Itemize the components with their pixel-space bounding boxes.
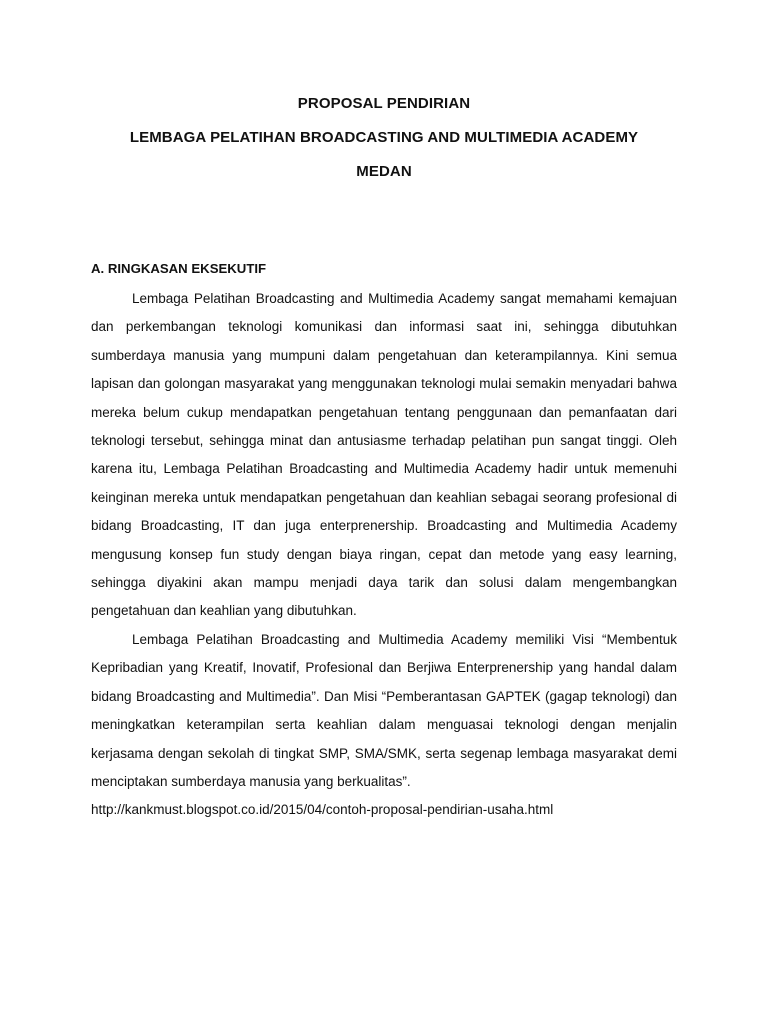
- document-body: [91, 259, 677, 825]
- section-heading: A. RINGKASAN EKSEKUTIF: [91, 261, 267, 276]
- title-line-2: LEMBAGA PELATIHAN BROADCASTING AND MULTIMEDIA ACADEMY: [129, 129, 639, 146]
- title-line-1: PROPOSAL PENDIRIAN: [297, 95, 471, 112]
- title-line-3: MEDAN: [356, 163, 412, 180]
- source-url: http://kankmust.blogspot.co.id/2015/04/contoh-proposal-pendirian-usaha.html: [91, 802, 554, 818]
- paragraph-1: Lembaga Pelatihan Broadcasting and Multimedia Academy sangat memahami kemajuan dan perkembangan teknologi komunikasi dan informasi saat ini, sehingga dibutuhkan sumberdaya manusia yang mumpuni dalam pengetahuan dan keterampilannya. Kini semua lapisan dan golongan masyarakat yang menggunakan teknologi mulai semakin menyadari bahwa mereka belum cukup mendapatkan pengetahuan tentang penggunaan dan pemanfaatan dari teknologi tersebut, sehingga minat dan antusiasme terhadap pelatihan pun sangat tinggi. Oleh karena itu, Lembaga Pelatihan Broadcasting and Multimedia Academy hadir untuk memenuhi keinginan mereka untuk mendapatkan pengetahuan dan keahlian sebagai seorang profesional di bidang Broadcasting, IT dan juga enterprenership. Broadcasting and Multimedia Academy mengusung konsep fun study dengan biaya ringan, cepat dan metode yang easy learning, sehingga diyakini akan mampu menjadi daya tarik dan solusi dalam mengembangkan pengetahuan dan keahlian yang dibutuhkan.: [91, 291, 677, 619]
- paragraph-2: Lembaga Pelatihan Broadcasting and Multimedia Academy memiliki Visi “Membentuk Kepribadian yang Kreatif, Inovatif, Profesional dan Berjiwa Enterprenership yang handal dalam bidang Broadcasting and Multimedia”. Dan Misi “Pemberantasan GAPTEK (gagap teknologi) dan meningkatkan keterampilan serta keahlian dalam menguasai teknologi dengan menjalin kerjasama dengan sekolah di tingkat SMP, SMA/SMK, serta segenap lembaga masyarakat demi menciptakan sumberdaya manusia yang berkualitas”.: [91, 631, 677, 789]
- document-title: [0, 92, 768, 194]
